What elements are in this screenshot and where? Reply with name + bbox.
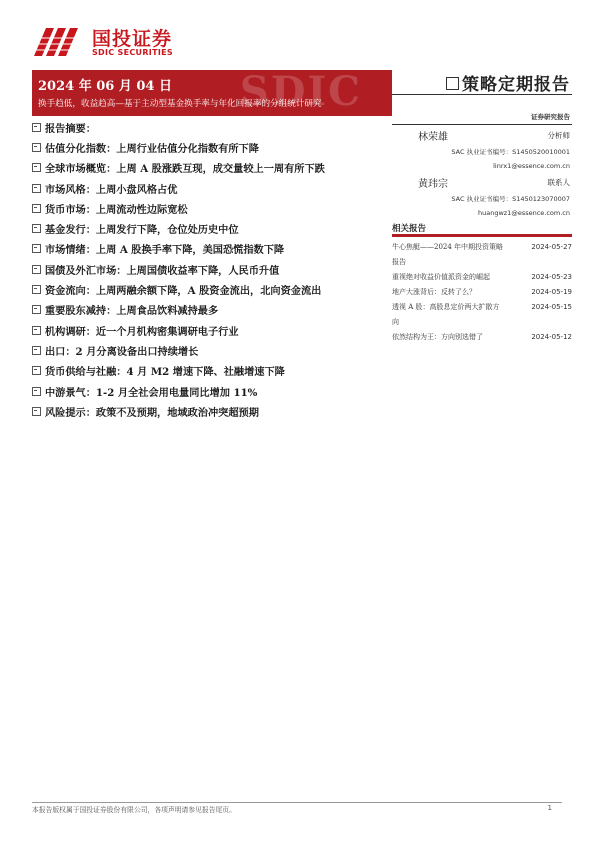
list-item: 国债及外汇市场：上周国债收益率下降，人民币升值 [32, 259, 392, 279]
related-report-title[interactable]: 重视绝对收益价值派资金的崛起 [392, 273, 490, 281]
related-report-item[interactable] [392, 240, 572, 270]
brand-name-cn: 国投证券 [92, 28, 173, 50]
list-item: 基金发行：上周发行下降，仓位处历史中位 [32, 218, 392, 238]
brand-name-en: SDIC SECURITIES [92, 48, 173, 57]
top-divider [392, 94, 572, 95]
related-reports-bar [392, 234, 572, 237]
bullet-box-icon [32, 123, 41, 132]
analyst-cert: SAC 执业证书编号：S1450123070007 [451, 195, 570, 203]
analyst-card [370, 175, 570, 215]
bullet-box-icon [32, 204, 41, 213]
report-date: 2024 年 06 月 04 日 [38, 79, 172, 94]
related-report-title[interactable]: 牛心焦艇——2024 年中期投资策略报告 [392, 243, 504, 266]
analyst-role: 分析师 [547, 131, 570, 140]
footer-disclaimer: 本报告版权属于国投证券股份有限公司，各项声明请参见报告尾页。 [32, 806, 236, 814]
related-reports-title: 相关报告 [392, 224, 427, 234]
analyst-card [370, 128, 570, 168]
summary-heading: 报告摘要： [32, 117, 392, 137]
report-subtitle: 换手趋低，收益趋高—基于主动型基金换手率与年化回报率的分组统计研究 [38, 99, 322, 109]
related-report-date: 2024-05-23 [531, 273, 572, 281]
analyst-email[interactable]: linrx1@essence.com.cn [493, 162, 570, 170]
analyst-role: 联系人 [547, 178, 570, 187]
related-report-item[interactable] [392, 330, 572, 345]
report-type-title [446, 70, 570, 95]
list-item: 中游景气：1-2 月全社会用电量同比增加 11% [32, 381, 392, 401]
bullet-box-icon [32, 265, 41, 274]
bullet-box-icon [32, 366, 41, 375]
related-report-date: 2024-05-12 [531, 333, 572, 341]
bullet-box-icon [32, 407, 41, 416]
related-report-item[interactable] [392, 300, 572, 330]
category-divider [392, 124, 572, 125]
list-item: 货币供给与社融：4 月 M2 增速下降、社融增速下降 [32, 361, 392, 381]
page-number: 1 [547, 804, 552, 812]
analyst-name: 黄玮宗 [418, 179, 448, 190]
analyst-name: 林荣雄 [418, 132, 448, 143]
bullet-box-icon [32, 326, 41, 335]
related-report-date: 2024-05-19 [531, 288, 572, 296]
bullet-box-icon [32, 224, 41, 233]
bullet-box-icon [32, 285, 41, 294]
report-type-label: 策略定期报告 [462, 75, 570, 95]
related-report-title[interactable]: 透视 A 股：高股息定价两大扩散方向 [392, 303, 500, 326]
footer-divider [32, 802, 562, 803]
list-item: 市场情绪：上周 A 股换手率下降，美国恐慌指数下降 [32, 239, 392, 259]
related-reports-list [392, 240, 572, 345]
bullet-box-icon [32, 143, 41, 152]
list-item: 风险提示：政策不及预期，地域政治冲突超预期 [32, 401, 392, 421]
bullet-box-icon [32, 184, 41, 193]
banner-watermark: SDIC [239, 70, 362, 115]
list-item: 资金流向：上周两融余额下降，A 股资金流出，北向资金流出 [32, 279, 392, 299]
title-banner [32, 70, 392, 116]
report-category: 证券研究报告 [531, 113, 570, 121]
related-report-date: 2024-05-27 [531, 243, 572, 251]
related-report-title[interactable]: 地产大涨背后：反转了么？ [392, 288, 476, 296]
analyst-cert: SAC 执业证书编号：S1450520010001 [451, 148, 570, 156]
list-item: 货币市场：上周流动性边际宽松 [32, 198, 392, 218]
related-report-title[interactable]: 依然结构为王：方向别选错了 [392, 333, 483, 341]
list-item: 估值分化指数：上周行业估值分化指数有所下降 [32, 137, 392, 157]
list-item: 市场风格：上周小盘风格占优 [32, 178, 392, 198]
list-item: 机构调研：近一个月机构密集调研电子行业 [32, 320, 392, 340]
list-item: 全球市场概览：上周 A 股涨跌互现，成交量较上一周有所下跌 [32, 158, 392, 178]
bullet-box-icon [32, 346, 41, 355]
logo-mark-icon [32, 24, 88, 58]
chart-icon [446, 77, 459, 90]
company-logo [32, 22, 202, 62]
bullet-box-icon [32, 163, 41, 172]
bullet-box-icon [32, 244, 41, 253]
bullet-box-icon [32, 305, 41, 314]
related-report-item[interactable] [392, 285, 572, 300]
bullet-box-icon [32, 387, 41, 396]
list-item: 出口：2 月分离设备出口持续增长 [32, 340, 392, 360]
analyst-email[interactable]: huangwz1@essence.com.cn [477, 209, 570, 217]
related-report-item[interactable] [392, 270, 572, 285]
list-item: 重要股东减持：上周食品饮料减持最多 [32, 300, 392, 320]
related-report-date: 2024-05-15 [531, 303, 572, 311]
summary-list [32, 117, 392, 421]
